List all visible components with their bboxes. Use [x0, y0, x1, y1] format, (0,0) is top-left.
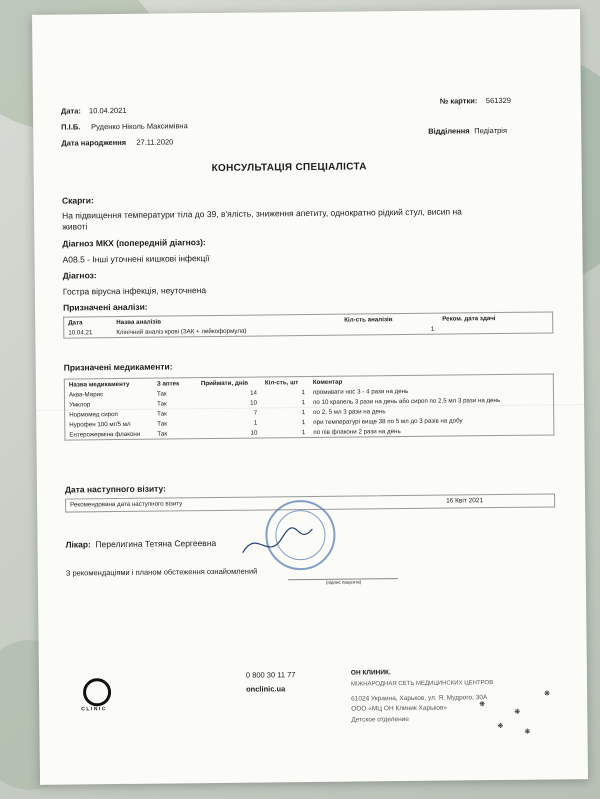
medication-comment: при температурі вище 38 по 5 мл до 3 разів на добу [313, 416, 463, 426]
column-header: Коментар [312, 378, 343, 386]
medication-name: Ентерожерміна флакони [69, 430, 141, 439]
medication-pharmacy: Так [157, 429, 168, 438]
recommended-visit-date: 16 Квіт 2021 [446, 497, 484, 505]
column-header: Реком. дата здачі [442, 314, 496, 323]
department-value: Педіатрія [474, 125, 508, 136]
department-label: Відділення [428, 126, 470, 136]
birth-date: 27.11.2020 [136, 137, 174, 147]
date-value: 10.04.2021 [88, 105, 127, 116]
name-label: П.І.Б. [61, 122, 81, 132]
acknowledgement-text: З рекомендаціями і планом обстеження ознайомлений [65, 566, 258, 578]
medication-days: 7 [253, 409, 258, 417]
medication-days: 1 [253, 419, 258, 427]
next-visit-label: Дата наступного візиту: [64, 483, 167, 495]
column-header: Дата [68, 318, 83, 327]
consultation-document [32, 9, 588, 785]
birth-label: Дата народження [61, 137, 127, 148]
complaints-line-2: животі [62, 221, 88, 232]
onclinic-logo-icon [83, 678, 111, 706]
medication-name: Умклор [69, 400, 91, 409]
paw-print-icon: ❋ [514, 708, 521, 716]
complaints-line-1: На підвищення температури тіла до 39, в'ялість, зниження апетиту, однократно рідкий стул, висип на [62, 206, 462, 221]
medication-comment: по пів флакони 2 рази на день [313, 427, 401, 436]
diagnosis-label: Діагноз: [62, 270, 97, 281]
medication-name: Нормомед сироп [69, 410, 118, 419]
medication-qty: 1 [301, 408, 306, 416]
footer-phone: 0 800 30 11 77 [245, 670, 296, 680]
document-title: КОНСУЛЬТАЦІЯ СПЕЦІАЛІСТА [211, 161, 367, 175]
card-label: № картки: [439, 96, 478, 106]
medication-comment: по 2, 5 мл 3 рази на день [313, 407, 386, 416]
medications-table [64, 373, 555, 440]
analysis-due-date [438, 322, 553, 334]
complaints-label: Скарги: [61, 195, 94, 206]
icd-diagnosis-value: A08.5 - Інші уточнені кишкові інфекції [62, 253, 210, 265]
medication-pharmacy: Так [157, 410, 167, 418]
medication-qty: 1 [301, 388, 305, 396]
doctor-label: Лікар: [65, 539, 91, 550]
signature-caption: (підпис пацієнта) [325, 579, 362, 585]
footer-company: ООО «МЦ ОН Клиник Харьков» [351, 704, 448, 713]
paw-print-icon: ❋ [524, 728, 531, 736]
analyses-label: Призначені аналізи: [62, 301, 148, 313]
medication-days: 10 [250, 399, 258, 407]
medication-qty: 1 [301, 418, 306, 426]
medication-pharmacy: Так [157, 400, 167, 408]
footer-address: 61024 Украина, Харьков, ул. Я. Мудрого, 30А [351, 694, 488, 703]
column-header: Приймати, днів [200, 379, 249, 387]
footer-org-subtitle: МІЖНАРОДНАЯ СЕТЬ МЕДИЦИНСКИХ ЦЕНТРОВ [350, 680, 494, 688]
medication-qty: 1 [301, 428, 306, 436]
footer-department: Детское отделение [351, 715, 409, 724]
medication-qty: 1 [301, 398, 306, 406]
paw-print-icon: ❋ [479, 701, 486, 709]
analysis-date: 10.04.21 [68, 328, 93, 337]
medication-days: 14 [250, 389, 257, 397]
doctor-signature [237, 517, 318, 568]
medication-name: Нурофен 100 мг/5 мл [69, 420, 131, 429]
medication-days: 10 [250, 429, 258, 437]
paw-print-icon: ❋ [497, 722, 504, 731]
medications-label: Призначені медикаменти: [63, 361, 173, 373]
doctor-name: Перелигина Тетяна Сергеевна [95, 537, 217, 550]
column-header: Назва аналізів [116, 318, 162, 326]
medication-comment: по 10 крапель 3 рази на день або сироп по 2,5 мл 3 рази на день [313, 396, 501, 406]
medication-name: Аква-Марис [68, 390, 104, 399]
icd-diagnosis-label: Діагноз МКХ (попередній діагноз): [62, 237, 206, 249]
analysis-name: Клінічний аналіз крові (ЗАК + лейкоформула) [116, 327, 247, 336]
paw-print-icon: ❋ [544, 690, 551, 698]
patient-name: Руденко Ніколь Максимівна [91, 121, 188, 132]
card-number: 561329 [485, 95, 511, 106]
column-header: Кіл-сть, шт [264, 378, 299, 386]
analyses-table [63, 311, 553, 338]
column-header: З аптек [156, 379, 180, 388]
diagnosis-value: Гостра вірусна інфекція, неуточнена [62, 285, 207, 297]
recommended-visit-label: Рекомендована дата наступного візиту [70, 500, 183, 509]
logo-caption: CLINIC [81, 706, 107, 713]
medication-pharmacy: Так [157, 419, 167, 428]
analysis-count: 1 [430, 325, 435, 333]
medication-pharmacy: Так [156, 390, 167, 398]
footer-org-name: ОН КЛИНИК. [350, 669, 391, 677]
footer-website: onclinic.ua [246, 684, 286, 694]
column-header: Назва медикаменту [68, 380, 130, 389]
date-label: Дата: [60, 106, 81, 116]
medication-comment: промивати нос 3 - 4 рази на день [312, 387, 409, 396]
column-header: Кіл-сть аналізів [344, 315, 393, 324]
